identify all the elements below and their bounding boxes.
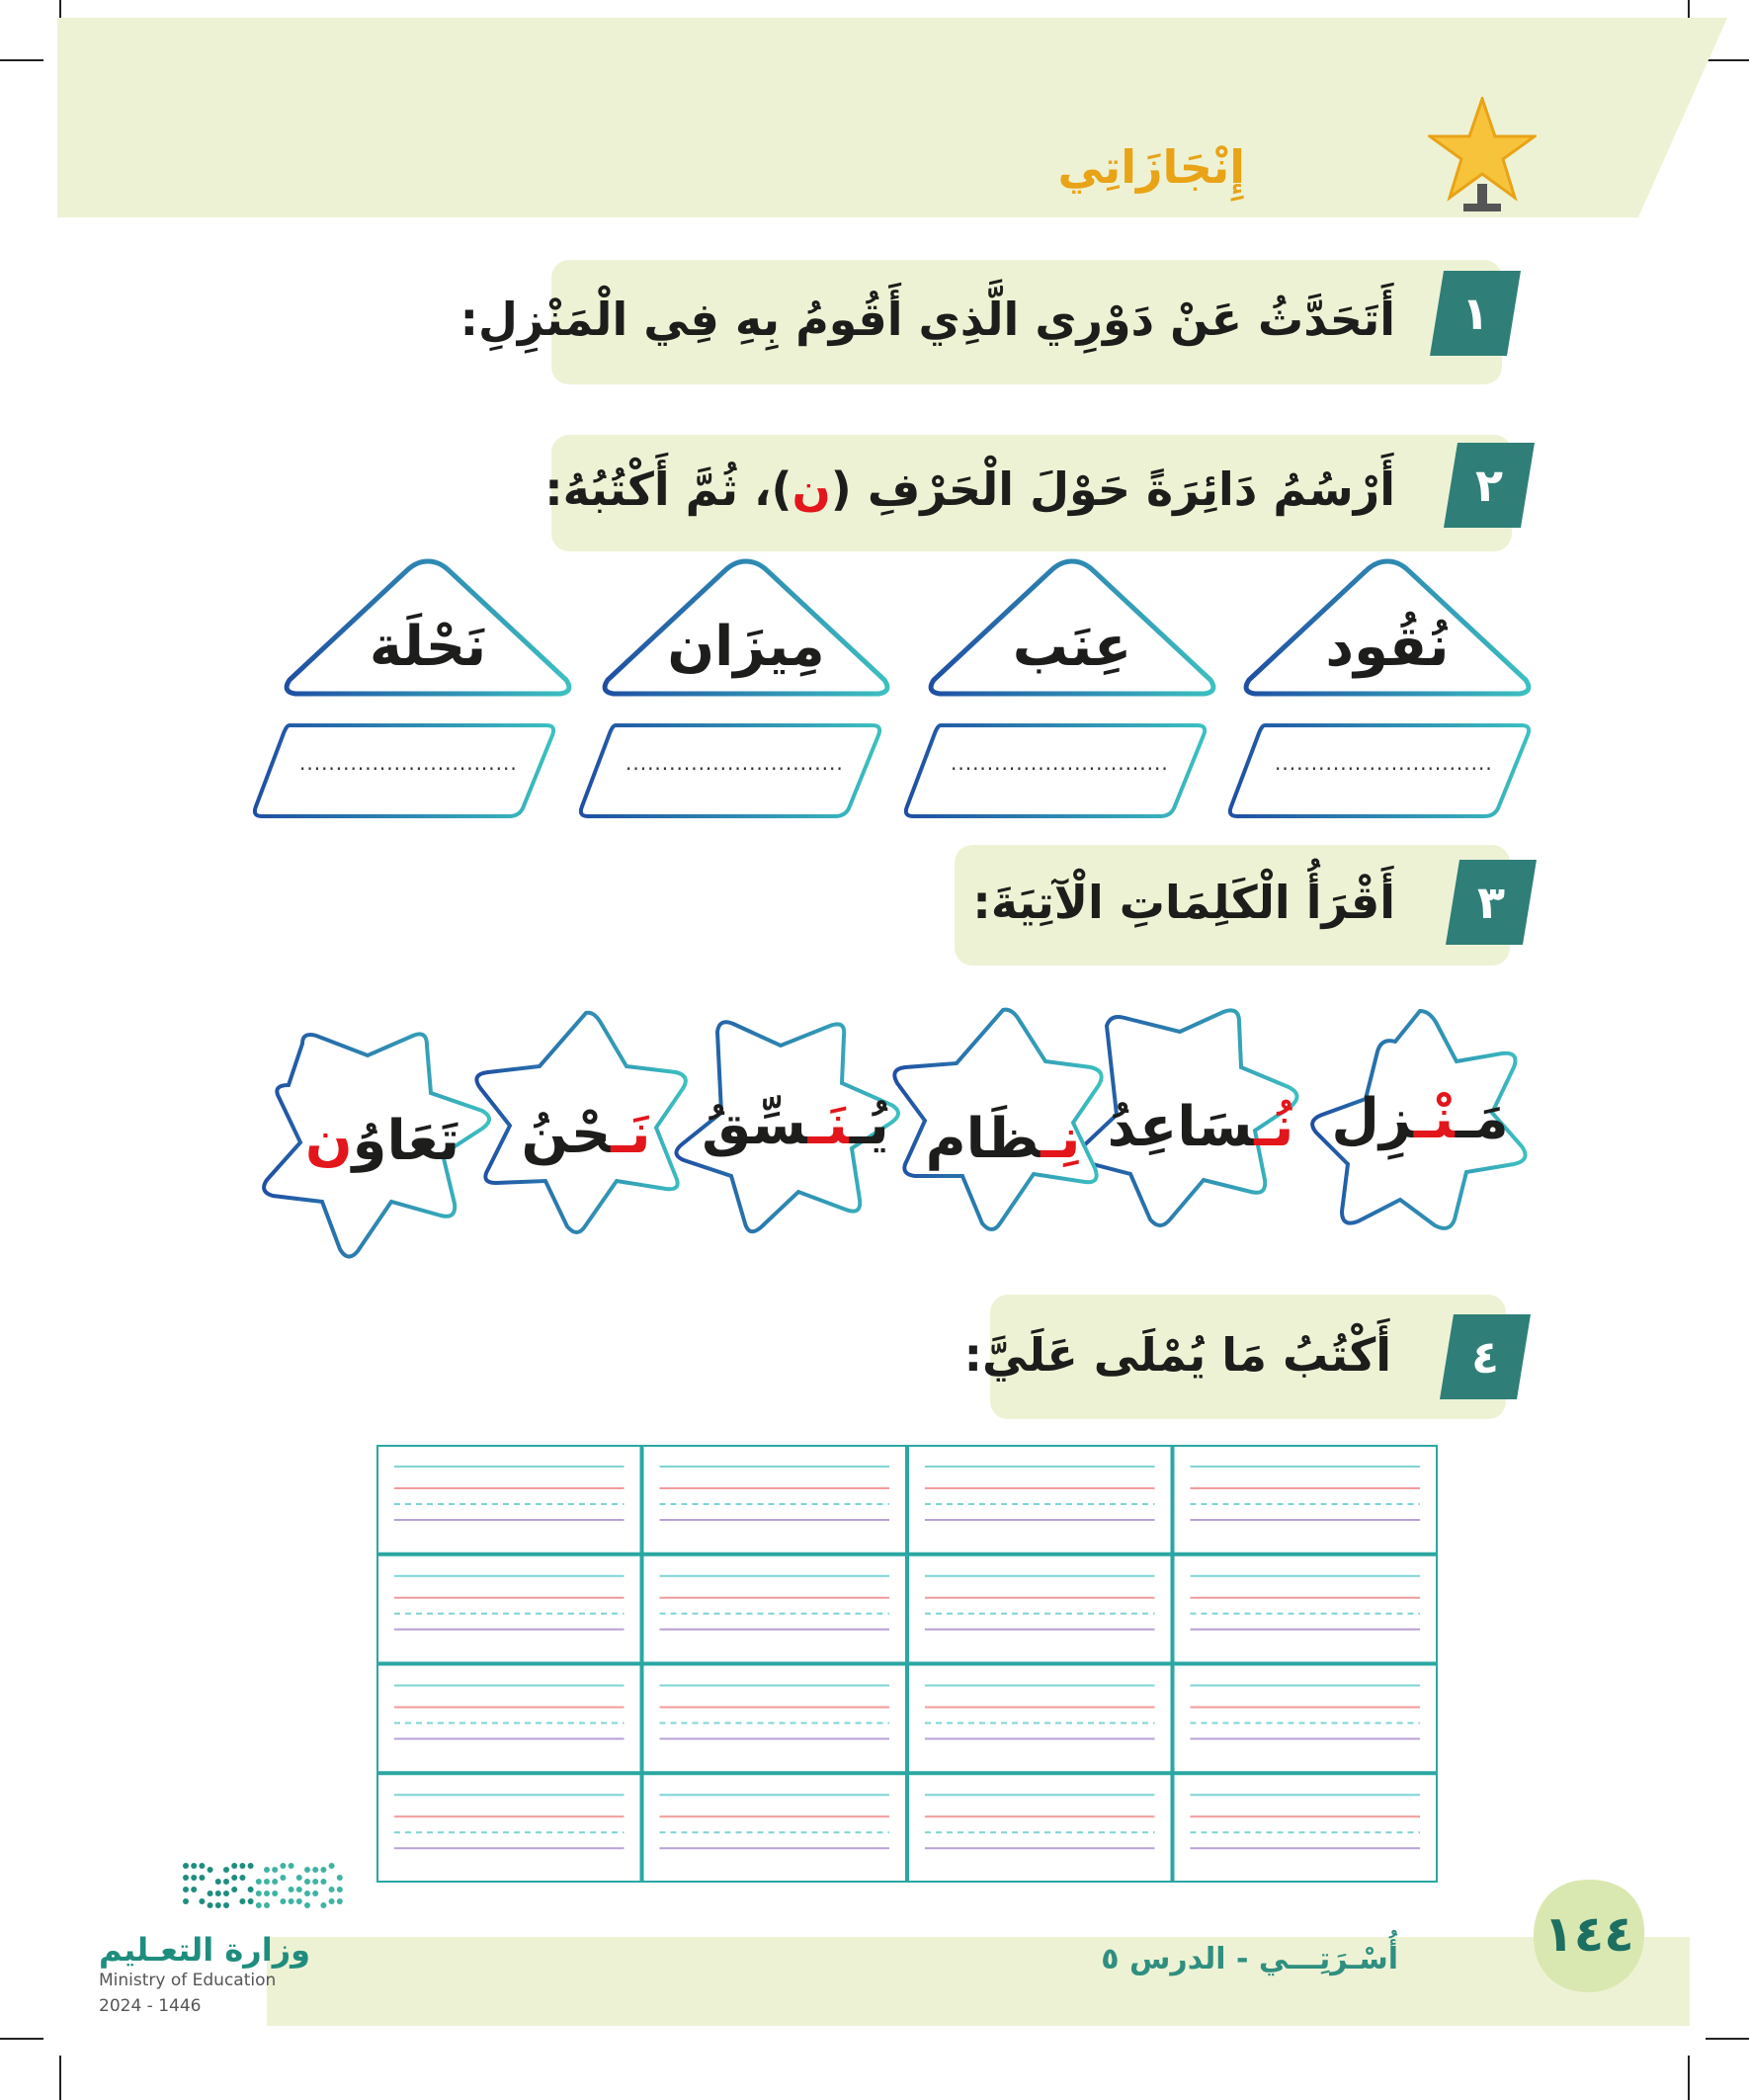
answer-dots: .............................. <box>1275 751 1493 775</box>
triangle-card <box>598 553 894 702</box>
logo-dot <box>215 1879 221 1885</box>
logo-dot <box>296 1875 302 1881</box>
star-word-letter: نْـ <box>1413 1087 1456 1151</box>
logo-dot <box>329 1898 335 1904</box>
crop-mark <box>1688 2056 1690 2100</box>
logo-dot <box>248 1863 254 1869</box>
triangle-word: نَحْلَة <box>369 615 487 679</box>
logo-dot <box>304 1902 310 1908</box>
logo-dot <box>289 1898 294 1904</box>
logo-dot <box>280 1863 286 1869</box>
logo-dot <box>208 1890 213 1896</box>
logo-dot <box>296 1898 302 1904</box>
question-4-number-badge <box>1440 1314 1531 1399</box>
logo-dot <box>215 1902 221 1908</box>
star-word-post: سَاعِدُ <box>1107 1095 1255 1159</box>
logo-dot <box>208 1867 213 1873</box>
question-2-text-before: أَرْسُمُ دَائِرَةً حَوْلَ الْحَرْفِ ( <box>830 462 1395 516</box>
star-word-post: زِل <box>1331 1087 1414 1151</box>
question-3-number: ٣ <box>1476 876 1506 929</box>
question-3-text: أَقْرَأُ الْكَلِمَاتِ الْآتِيَةَ: <box>972 876 1395 929</box>
logo-dot <box>304 1879 310 1885</box>
question-1-number-badge <box>1430 271 1521 356</box>
logo-dot <box>183 1875 189 1881</box>
star-word-post: ظَام <box>925 1107 1041 1171</box>
crop-mark <box>0 59 43 61</box>
triangle-word: عِنَب <box>1012 615 1132 679</box>
logo-dot <box>304 1890 310 1896</box>
crop-mark <box>1706 2038 1749 2040</box>
logo-dot <box>191 1875 197 1881</box>
logo-dot <box>312 1879 318 1885</box>
answer-dots: .............................. <box>951 751 1169 775</box>
question-4-text: أَكْتُبُ مَا يُمْلَى عَلَيَّ: <box>963 1328 1391 1382</box>
logo-dot <box>231 1863 237 1869</box>
answer-box[interactable] <box>576 721 882 820</box>
logo-dot <box>239 1898 245 1904</box>
logo-dot <box>329 1887 335 1892</box>
logo-dot <box>215 1890 221 1896</box>
triangle-word: مِيزَان <box>667 615 825 679</box>
logo-dot <box>329 1863 335 1869</box>
logo-dot <box>264 1867 270 1873</box>
page-number: ١٤٤ <box>1543 1905 1634 1963</box>
star-word-pre: يُـ <box>849 1093 889 1157</box>
triangle-card <box>1239 553 1536 702</box>
star-word-letter: نُـ <box>1254 1095 1294 1159</box>
logo-dot <box>337 1875 343 1881</box>
ministry-name-arabic: وزارة التعـليم <box>99 1931 310 1969</box>
question-2-number-badge <box>1444 443 1535 528</box>
logo-dot <box>289 1863 294 1869</box>
ministry-name-english: Ministry of Education <box>99 1971 277 1990</box>
star-word-letter: نِـ <box>1041 1107 1081 1171</box>
question-3-number-badge <box>1446 860 1537 945</box>
logo-dot <box>304 1867 310 1873</box>
logo-dot <box>280 1898 286 1904</box>
question-2-number: ٢ <box>1474 459 1504 512</box>
question-1-number: ١ <box>1460 287 1490 340</box>
star-word <box>259 1109 506 1173</box>
logo-dot <box>296 1887 302 1892</box>
star-word-post: حْنُ <box>521 1102 612 1166</box>
logo-dot <box>199 1863 205 1869</box>
answer-dots: .............................. <box>625 751 844 775</box>
logo-dot <box>239 1875 245 1881</box>
logo-dot <box>264 1879 270 1885</box>
logo-dot <box>191 1887 197 1892</box>
logo-dot <box>183 1887 189 1892</box>
logo-dot <box>337 1898 343 1904</box>
logo-dot <box>183 1898 189 1904</box>
logo-dot <box>289 1887 294 1892</box>
triangle-word: نُقُود <box>1325 615 1450 679</box>
logo-dot <box>320 1879 326 1885</box>
footer-lesson: أُسْـرَتِـــي - الدرس ٥ <box>1101 1942 1398 1976</box>
logo-dot <box>320 1867 326 1873</box>
triangle-card <box>280 553 576 702</box>
question-1-text: أَتَحَدَّثُ عَنْ دَوْرِي الَّذِي أَقُومُ بِهِ فِي الْمَنْزِلِ: <box>459 293 1395 346</box>
page-number-badge <box>1530 1876 1648 1994</box>
star-card <box>1296 996 1543 1243</box>
logo-dot <box>264 1902 270 1908</box>
logo-dot <box>239 1863 245 1869</box>
star-word-letter: نَـ <box>611 1102 651 1166</box>
answer-dots: .............................. <box>299 751 518 775</box>
logo-dot <box>248 1887 254 1892</box>
logo-dot <box>272 1890 278 1896</box>
logo-dot <box>231 1875 237 1881</box>
star-trophy-icon <box>1428 97 1537 215</box>
logo-dot <box>337 1887 343 1892</box>
logo-dot <box>208 1902 213 1908</box>
logo-dot <box>312 1890 318 1896</box>
star-word <box>1296 1087 1543 1151</box>
logo-dot <box>264 1890 270 1896</box>
academic-year: 2024 - 1446 <box>99 1996 202 2016</box>
answer-box[interactable] <box>901 721 1208 820</box>
logo-dot <box>256 1879 262 1885</box>
logo-dot <box>191 1863 197 1869</box>
crop-mark <box>59 2056 61 2100</box>
page-title: إِنْجَازَاتِي <box>1057 140 1245 194</box>
logo-dot <box>280 1875 286 1881</box>
logo-dot <box>231 1887 237 1892</box>
star-word-letter: ن <box>304 1109 353 1173</box>
logo-dot <box>223 1879 229 1885</box>
question-4-number: ٤ <box>1470 1330 1500 1384</box>
logo-dot <box>223 1867 229 1873</box>
logo-dot <box>223 1890 229 1896</box>
writing-grid[interactable] <box>376 1445 1438 1883</box>
logo-dot <box>272 1867 278 1873</box>
logo-dot <box>199 1898 205 1904</box>
question-2-letter: ن <box>791 462 831 516</box>
logo-dot <box>248 1898 254 1904</box>
triangle-card <box>924 553 1220 702</box>
logo-dot <box>256 1890 262 1896</box>
answer-box[interactable] <box>1225 721 1532 820</box>
logo-dot <box>183 1863 189 1869</box>
star-word-post: سِّقُ <box>702 1093 808 1157</box>
star-word-pre: مَـ <box>1455 1087 1509 1151</box>
logo-dot <box>199 1875 205 1881</box>
star-word-letter: نَـ <box>807 1093 850 1157</box>
logo-dot <box>223 1902 229 1908</box>
ministry-logo-icon <box>180 1858 350 1917</box>
question-2-text <box>544 462 1395 516</box>
logo-dot <box>320 1902 326 1908</box>
star-card <box>259 1028 506 1275</box>
answer-box[interactable] <box>250 721 556 820</box>
logo-dot <box>256 1902 262 1908</box>
question-2-text-after: )، ثُمَّ أَكْتُبُهُ: <box>544 462 792 516</box>
logo-dot <box>272 1879 278 1885</box>
star-word-pre: تَعَاوُ <box>352 1109 460 1173</box>
crop-mark <box>0 2038 43 2040</box>
logo-dot <box>312 1867 318 1873</box>
